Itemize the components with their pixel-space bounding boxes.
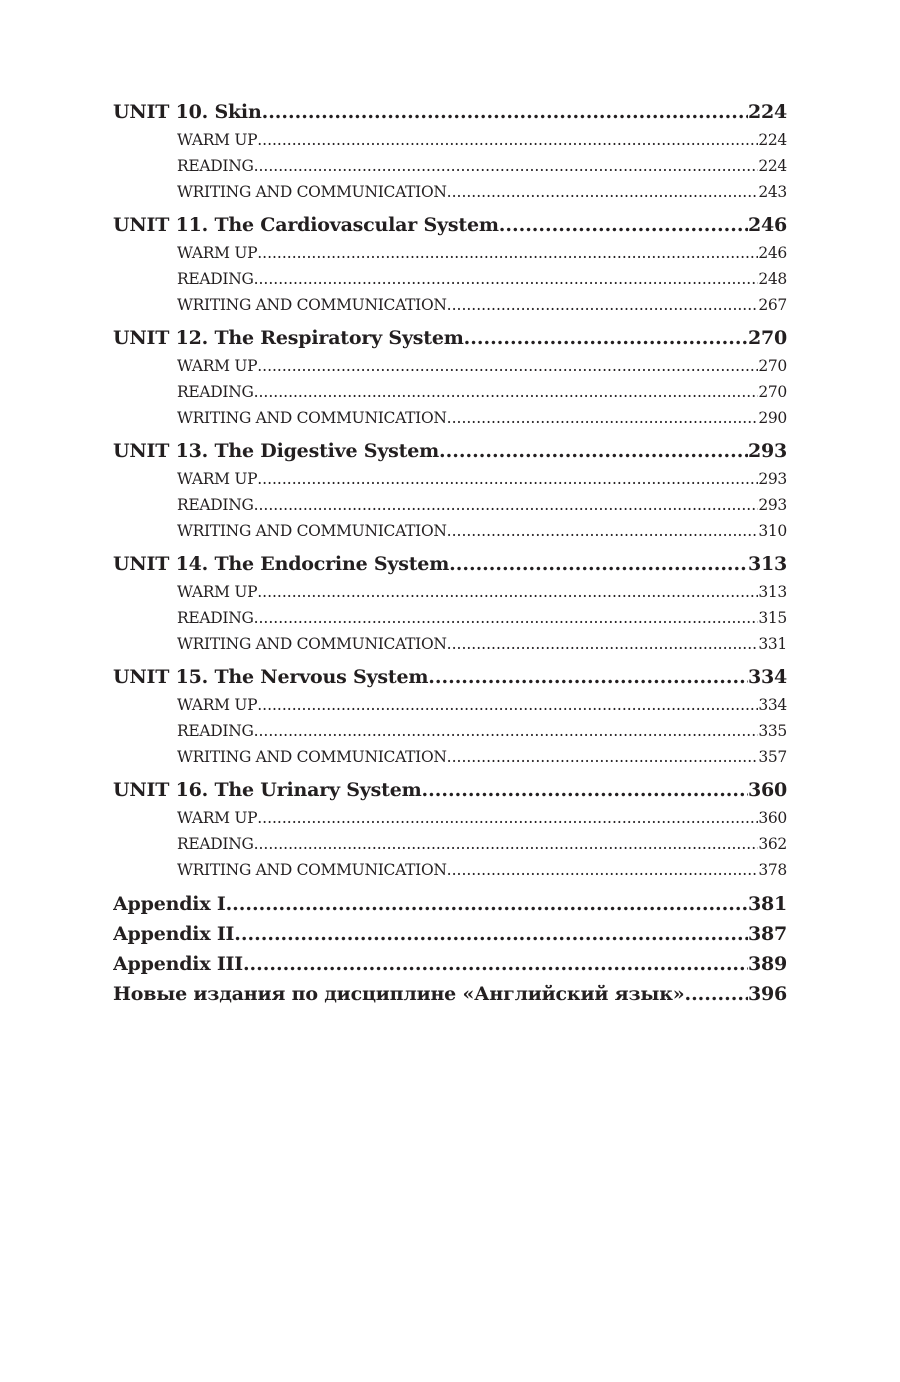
section-entry[interactable]	[113, 240, 787, 266]
section-entry-page-number: 335	[758, 722, 787, 740]
section-entry-page-number: 313	[758, 583, 787, 601]
dot-leader	[422, 776, 748, 805]
section-entry[interactable]	[113, 179, 787, 205]
section-entry-label: WARM UP	[177, 244, 258, 262]
units-list	[113, 98, 787, 883]
section-entry-page-number: 331	[758, 635, 787, 653]
section-entry-label: WRITING AND COMMUNICATION	[177, 522, 447, 540]
section-entry-label: WARM UP	[177, 357, 258, 375]
section-entry-label: READING	[177, 383, 254, 401]
section-entry[interactable]	[113, 127, 787, 153]
section-entry-label: WARM UP	[177, 809, 258, 827]
section-entry-label: READING	[177, 609, 254, 627]
section-entry[interactable]	[113, 466, 787, 492]
appendix-entry[interactable]	[113, 949, 787, 979]
appendix-entry-label: Appendix II	[113, 923, 235, 945]
section-entry-page-number: 290	[758, 409, 787, 427]
section-entry[interactable]	[113, 579, 787, 605]
section-entry[interactable]	[113, 266, 787, 292]
dot-leader	[447, 744, 759, 770]
unit-entry[interactable]	[113, 324, 787, 353]
appendix-entry[interactable]	[113, 919, 787, 949]
dot-leader	[428, 663, 748, 692]
section-entry-page-number: 224	[758, 131, 787, 149]
section-entry-label: WRITING AND COMMUNICATION	[177, 635, 447, 653]
dot-leader	[439, 437, 748, 466]
section-entry[interactable]	[113, 692, 787, 718]
appendix-entry-page-number: 389	[747, 953, 787, 975]
dot-leader	[257, 240, 758, 266]
unit-block	[113, 211, 787, 318]
section-entry-label: WRITING AND COMMUNICATION	[177, 748, 447, 766]
dot-leader	[254, 379, 759, 405]
section-entry-page-number: 357	[758, 748, 787, 766]
section-entry-label: WARM UP	[177, 131, 258, 149]
dot-leader	[226, 889, 748, 919]
section-entry-page-number: 267	[758, 296, 787, 314]
unit-entry-page-number: 313	[747, 553, 787, 575]
dot-leader	[684, 979, 747, 1009]
unit-entry[interactable]	[113, 550, 787, 579]
unit-entry-page-number: 334	[747, 666, 787, 688]
dot-leader	[254, 718, 759, 744]
unit-entry[interactable]	[113, 663, 787, 692]
section-entry-label: WARM UP	[177, 583, 258, 601]
dot-leader	[257, 127, 758, 153]
unit-entry[interactable]	[113, 211, 787, 240]
unit-entry-label: UNIT 11. The Cardiovascular System	[113, 214, 499, 236]
unit-block	[113, 550, 787, 657]
appendix-entry-label: Новые издания по дисциплине «Английский язык»	[113, 983, 685, 1005]
unit-block	[113, 437, 787, 544]
dot-leader	[499, 211, 748, 240]
section-entry-page-number: 270	[758, 357, 787, 375]
dot-leader	[262, 98, 748, 127]
section-entry-label: READING	[177, 270, 254, 288]
section-entry-label: WRITING AND COMMUNICATION	[177, 861, 447, 879]
section-entry-page-number: 248	[758, 270, 787, 288]
section-entry[interactable]	[113, 605, 787, 631]
unit-block	[113, 663, 787, 770]
unit-entry[interactable]	[113, 437, 787, 466]
appendices-list	[113, 889, 787, 1009]
unit-entry-label: UNIT 14. The Endocrine System	[113, 553, 450, 575]
dot-leader	[257, 692, 758, 718]
section-entry-page-number: 293	[758, 496, 787, 514]
appendix-entry-page-number: 396	[747, 983, 787, 1005]
dot-leader	[447, 518, 759, 544]
section-entry-page-number: 378	[758, 861, 787, 879]
section-entry[interactable]	[113, 379, 787, 405]
dot-leader	[254, 153, 759, 179]
table-of-contents	[113, 98, 787, 1009]
section-entry-page-number: 246	[758, 244, 787, 262]
section-entry-page-number: 270	[758, 383, 787, 401]
section-entry-page-number: 224	[758, 157, 787, 175]
unit-entry-page-number: 293	[747, 440, 787, 462]
section-entry-label: READING	[177, 157, 254, 175]
section-entry-page-number: 362	[758, 835, 787, 853]
section-entry-page-number: 293	[758, 470, 787, 488]
appendix-entry[interactable]	[113, 889, 787, 919]
section-entry-label: READING	[177, 496, 254, 514]
dot-leader	[254, 831, 759, 857]
section-entry[interactable]	[113, 492, 787, 518]
section-entry-label: WRITING AND COMMUNICATION	[177, 183, 447, 201]
unit-entry-page-number: 224	[747, 101, 787, 123]
dot-leader	[447, 179, 759, 205]
section-entry-page-number: 360	[758, 809, 787, 827]
dot-leader	[464, 324, 748, 353]
dot-leader	[254, 605, 759, 631]
unit-entry-label: UNIT 15. The Nervous System	[113, 666, 429, 688]
section-entry[interactable]	[113, 353, 787, 379]
unit-entry-label: UNIT 10. Skin	[113, 101, 262, 123]
section-entry-page-number: 243	[758, 183, 787, 201]
dot-leader	[447, 292, 759, 318]
appendix-entry-page-number: 381	[747, 893, 787, 915]
section-entry-page-number: 315	[758, 609, 787, 627]
section-entry-page-number: 334	[758, 696, 787, 714]
unit-block	[113, 776, 787, 883]
dot-leader	[449, 550, 748, 579]
section-entry[interactable]	[113, 292, 787, 318]
dot-leader	[447, 405, 759, 431]
dot-leader	[243, 949, 748, 979]
unit-block	[113, 98, 787, 205]
section-entry[interactable]	[113, 631, 787, 657]
dot-leader	[257, 466, 758, 492]
dot-leader	[254, 266, 759, 292]
unit-entry-label: UNIT 16. The Urinary System	[113, 779, 422, 801]
unit-entry-page-number: 270	[747, 327, 787, 349]
section-entry[interactable]	[113, 518, 787, 544]
section-entry-page-number: 310	[758, 522, 787, 540]
section-entry[interactable]	[113, 805, 787, 831]
section-entry[interactable]	[113, 831, 787, 857]
section-entry-label: READING	[177, 835, 254, 853]
unit-entry[interactable]	[113, 776, 787, 805]
dot-leader	[257, 805, 758, 831]
appendix-entry-page-number: 387	[747, 923, 787, 945]
section-entry[interactable]	[113, 153, 787, 179]
appendix-entry[interactable]	[113, 979, 787, 1009]
appendix-entry-label: Appendix I	[113, 893, 226, 915]
unit-block	[113, 324, 787, 431]
section-entry-label: WARM UP	[177, 470, 258, 488]
section-entry-label: WARM UP	[177, 696, 258, 714]
dot-leader	[234, 919, 748, 949]
section-entry[interactable]	[113, 857, 787, 883]
dot-leader	[254, 492, 759, 518]
unit-entry-page-number: 360	[747, 779, 787, 801]
unit-entry-label: UNIT 13. The Digestive System	[113, 440, 440, 462]
section-entry-label: READING	[177, 722, 254, 740]
unit-entry[interactable]	[113, 98, 787, 127]
appendix-entry-label: Appendix III	[113, 953, 243, 975]
dot-leader	[447, 631, 759, 657]
unit-entry-label: UNIT 12. The Respiratory System	[113, 327, 464, 349]
section-entry-label: WRITING AND COMMUNICATION	[177, 409, 447, 427]
section-entry[interactable]	[113, 744, 787, 770]
dot-leader	[257, 579, 758, 605]
section-entry-label: WRITING AND COMMUNICATION	[177, 296, 447, 314]
section-entry[interactable]	[113, 405, 787, 431]
dot-leader	[447, 857, 759, 883]
section-entry[interactable]	[113, 718, 787, 744]
unit-entry-page-number: 246	[747, 214, 787, 236]
dot-leader	[257, 353, 758, 379]
